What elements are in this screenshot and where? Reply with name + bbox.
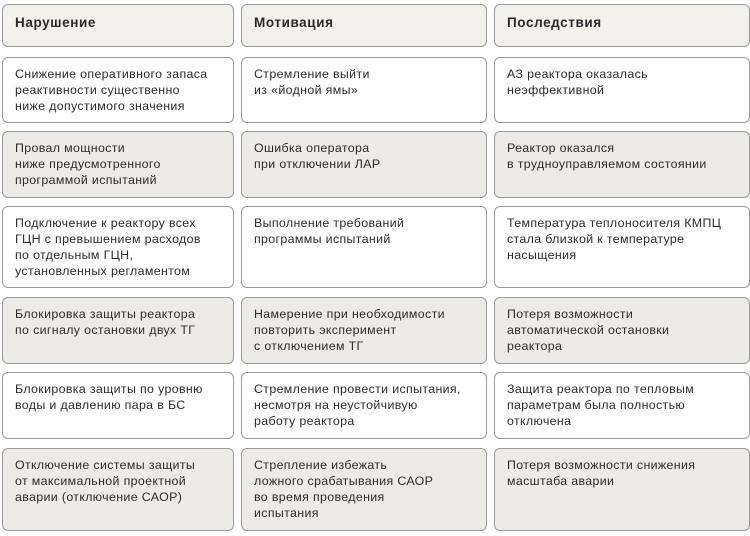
table-cell: Блокировка защиты реактора по сигналу остановки двух ТГ [2, 297, 234, 364]
table-cell: Реактор оказался в трудноуправляемом состоянии [494, 131, 750, 198]
table-cell: Стремление провести испытания, несмотря на неустойчивую работу реактора [241, 372, 487, 439]
table-cell: Блокировка защиты по уровню воды и давлению пара в БС [2, 372, 234, 439]
table-cell: Потеря возможности снижения масштаба аварии [494, 448, 750, 531]
table-cell: Отключение системы защиты от максимальной проектной аварии (отключение САОР) [2, 448, 234, 531]
table-cell: Намерение при необходимости повторить эксперимент с отключением ТГ [241, 297, 487, 364]
table-cell: Выполнение требований программы испытаний [241, 206, 487, 288]
table-cell: Потеря возможности автоматической остановки реактора [494, 297, 750, 364]
header-motivation: Мотивация [241, 4, 487, 47]
table-cell: Снижение оперативного запаса реактивности существенно ниже допустимого значения [2, 57, 234, 123]
table-cell: Подключение к реактору всех ГЦН с превышением расходов по отдельным ГЦН, установленных регламентом [2, 206, 234, 288]
table-cell: Стрепление избежать ложного срабатывания САОР во время проведения испытания [241, 448, 487, 531]
header-consequences: Последствия [494, 4, 750, 47]
table-cell: Защита реактора по тепловым параметрам была полностью отключена [494, 372, 750, 439]
table-cell: Провал мощности ниже предусмотренного программой испытаний [2, 131, 234, 198]
table-cell: Стремление выйти из «йодной ямы» [241, 57, 487, 123]
header-violation: Нарушение [2, 4, 234, 47]
table-cell: Ошибка оператора при отключении ЛАР [241, 131, 487, 198]
table-cell: Температура теплоносителя КМПЦ стала близкой к температуре насыщения [494, 206, 750, 288]
table-cell: АЗ реактора оказалась неэффективной [494, 57, 750, 123]
